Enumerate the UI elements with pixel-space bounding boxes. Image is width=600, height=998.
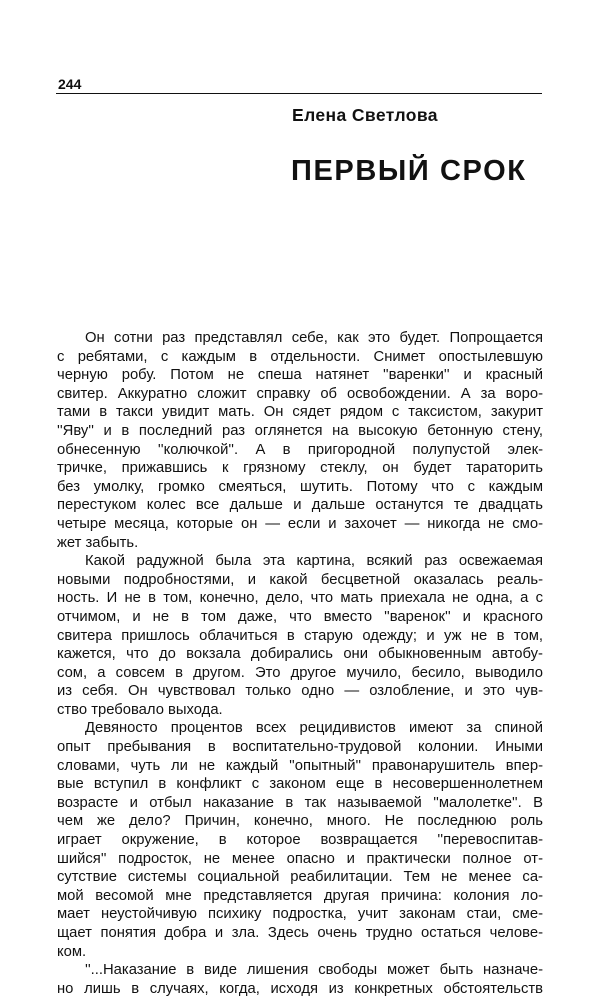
- text-line: мой весомой мне представляется другая причина: колония ло-: [57, 887, 543, 904]
- text-line: ''Яву'' и в последний раз оглянется на высокую бетонную стену,: [57, 422, 543, 439]
- text-line: тричке, прижавшись к грязному стеклу, он будет тараторить: [57, 460, 543, 477]
- paragraph: [57, 719, 543, 961]
- text-line: с ребятами, с каждым в отдельности. Снимет опостылевшую: [57, 348, 543, 365]
- text-line: обнесенную ''колючкой''. А в пригородной полупустой элек-: [57, 441, 543, 458]
- text-line: свитера пришлось облачиться в старую одежду; и уж не в том,: [57, 627, 543, 644]
- text-line: сутствие системы социальной реабилитации. Тем не менее са-: [57, 869, 543, 886]
- paragraph: [57, 329, 543, 552]
- text-line: черную робу. Потом не спеша натянет ''варенки'' и красный: [57, 367, 543, 384]
- text-line: кажется, что до вокзала добирались они обыкновенным автобу-: [57, 646, 543, 663]
- text-line: сом, а совсем в другом. Это другое мучило, бесило, выводило: [57, 664, 543, 681]
- text-line: ство требовало выхода.: [57, 701, 223, 718]
- text-line: четыре месяца, которые он — если и захочет — никогда не смо-: [57, 515, 543, 532]
- text-line: из себя. Он чувствовал только одно — озлобление, и это чув-: [57, 683, 543, 700]
- text-line: шийся'' подросток, не менее опасно и практически полное от-: [57, 850, 543, 867]
- text-line: свитер. Аккуратно сложит справку об освобождении. А за воро-: [57, 385, 543, 402]
- text-line: тами в такси увидит мать. Он сядет рядом с таксистом, закурит: [57, 404, 543, 421]
- text-line: щает понятия добра и зла. Здесь очень трудно остаться челове-: [57, 925, 543, 941]
- paragraph: [57, 961, 543, 998]
- text-line: чем же дело? Причин, конечно, много. Не последнюю роль: [57, 813, 543, 830]
- text-line: словами, чуть ли не каждый ''опытный'' правонарушитель впер-: [57, 757, 543, 774]
- text-line: ''...Наказание в виде лишения свободы может быть назначе-: [85, 962, 543, 979]
- text-line: но лишь в случаях, когда, исходя из конкретных обстоятельств: [57, 980, 543, 997]
- text-line: ком.: [57, 943, 87, 960]
- text-line: играет окружение, в которое возвращается ''перевоспитав-: [57, 832, 543, 849]
- header-rule: [56, 93, 542, 94]
- text-line: мает неустойчивую психику подростка, учит законам стаи, сме-: [57, 906, 543, 923]
- text-line: возрасте и отбыл наказание в так называемой ''малолетке''. В: [57, 794, 543, 811]
- text-line: ность. И не в том, конечно, дело, что мать приехала не одна, а с: [57, 590, 543, 607]
- author-name: Елена Светлова: [292, 105, 438, 125]
- text-line: перестуком колес все дальше и дальше останутся те двадцать: [57, 497, 543, 514]
- paragraph: [57, 552, 543, 719]
- body-text: [57, 329, 543, 997]
- text-line: опыт пребывания в воспитательно-трудовой колонии. Иными: [57, 739, 543, 756]
- text-line: Девяносто процентов всех рецидивистов имеют за спиной: [85, 720, 543, 737]
- text-line: без умолку, громко смеяться, шутить. Потому что с каждым: [57, 478, 543, 495]
- text-line: жет забыть.: [57, 534, 139, 551]
- text-line: новыми подробностями, и какой бесцветной оказалась реаль-: [57, 571, 543, 588]
- page-number: 244: [58, 76, 82, 92]
- chapter-title: ПЕРВЫЙ СРОК: [291, 155, 527, 187]
- text-line: Какой радужной была эта картина, всякий раз освежаемая: [85, 553, 543, 570]
- text-line: вые вступил в конфликт с законом еще в несовершеннолетнем: [57, 776, 543, 793]
- text-line: Он сотни раз представлял себе, как это будет. Попрощается: [85, 330, 543, 346]
- text-line: отчимом, и не в том даже, что вместо ''варенок'' и красного: [57, 608, 543, 625]
